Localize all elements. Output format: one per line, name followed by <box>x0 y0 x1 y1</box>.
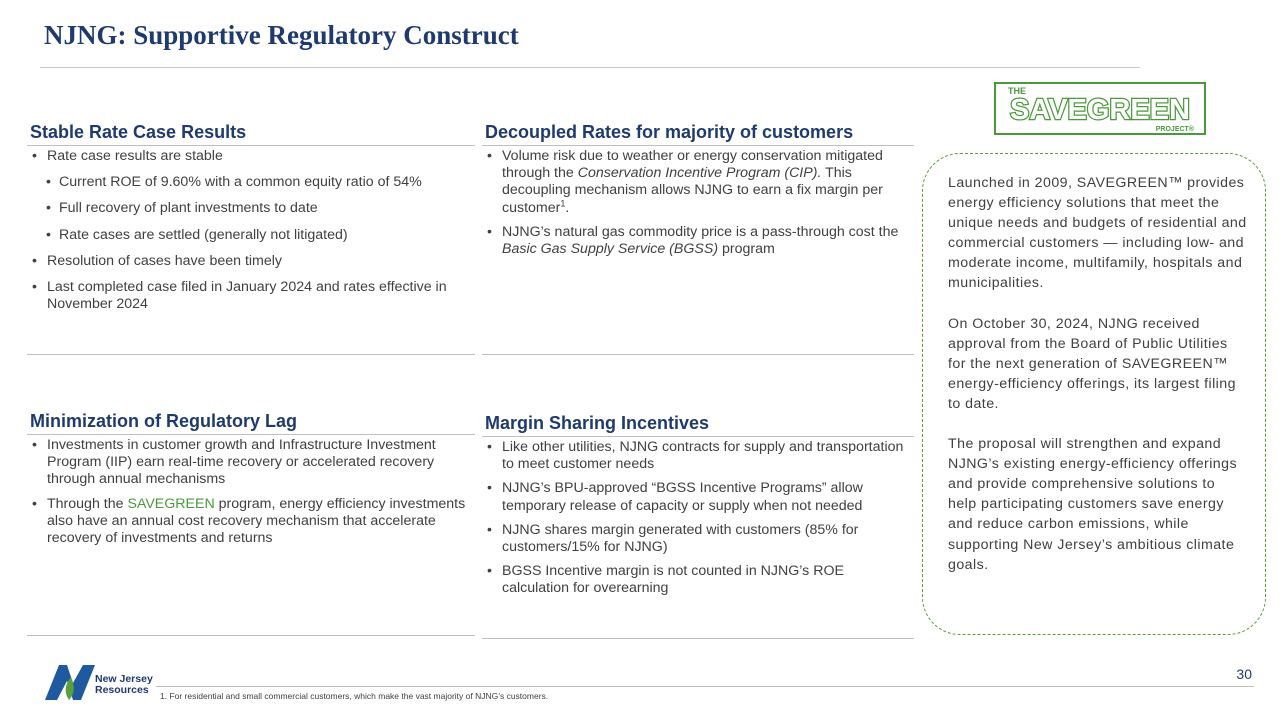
bullet-item <box>482 148 914 217</box>
footnote-marker: 1 <box>560 197 566 208</box>
new-jersey-resources-logo <box>43 663 97 701</box>
section-heading: Decoupled Rates for majority of customers <box>482 122 914 146</box>
bullet-list <box>482 148 914 258</box>
bullet-list <box>482 439 914 598</box>
company-name-line: Resources <box>95 684 149 696</box>
bullet-text: This decoupling mechanism allows NJNG to earn a fix margin per customer <box>502 165 883 216</box>
company-name <box>95 674 153 696</box>
page-number: 30 <box>1236 666 1252 682</box>
section-divider <box>482 638 914 639</box>
bullet-item: • Investments in customer growth and Infrastructure Investment Program (IIP) earn real-time recovery or accelerated recovery through annual mechanisms <box>27 437 475 489</box>
bullet-text: NJNG’s natural gas commodity price is a pass-through cost the <box>502 223 899 240</box>
bullet-text: program <box>718 241 775 258</box>
callout-paragraph: Launched in 2009, SAVEGREEN™ provides energy efficiency solutions that meet the unique needs and budgets of residential and commercial customers — including low- and moderate income, multifamily, hospitals and municipalities. <box>948 175 1247 292</box>
section-divider <box>27 354 475 355</box>
logo-project-text: PROJECT® <box>1155 126 1194 133</box>
bullet-text: program, energy efficiency investments also have an annual cost recovery mechanism that accelerate recovery of investments and returns <box>47 495 466 547</box>
bullet-item <box>27 496 475 548</box>
section-decoupled-rates <box>482 122 914 258</box>
bullet-item: • NJNG shares margin generated with customers (85% for customers/15% for NJNG) <box>482 522 914 556</box>
section-margin-sharing <box>482 413 914 598</box>
footer-divider <box>156 686 1254 687</box>
logo-savegreen-text: SAVEGREEN <box>1010 94 1190 126</box>
bullet-item <box>482 224 914 258</box>
bullet-text: . <box>565 199 570 216</box>
slide-title: NJNG: Supportive Regulatory Construct <box>44 20 519 50</box>
section-stable-rate-case <box>27 122 475 313</box>
bullet-item: • Like other utilities, NJNG contracts for supply and transportation to meet customer needs <box>482 439 914 473</box>
section-heading: Stable Rate Case Results <box>27 122 475 146</box>
bullet-list <box>27 437 475 547</box>
logo-the-text: THE <box>1008 86 1026 96</box>
savegreen-highlight: SAVEGREEN <box>127 495 215 512</box>
savegreen-description <box>948 173 1248 595</box>
callout-paragraph: The proposal will strengthen and expand NJNG’s existing energy-efficiency offerings and provide comprehensive solutions to help participating customers save energy and reduce carbon emissions, while supporting New Jersey’s ambitious climate goals. <box>948 436 1238 573</box>
section-regulatory-lag <box>27 411 475 547</box>
bullet-item: • Rate case results are stable <box>27 148 475 165</box>
section-divider <box>27 635 475 636</box>
company-name-line: New Jersey <box>95 673 153 685</box>
bullet-text: Volume risk due to weather or energy conservation mitigated through the <box>502 148 883 182</box>
savegreen-logo <box>994 82 1206 135</box>
bullet-text: Through the <box>47 495 128 512</box>
section-heading: Margin Sharing Incentives <box>482 413 914 437</box>
program-name: Basic Gas Supply Service (BGSS) <box>502 241 719 258</box>
sub-bullet-item: • Rate cases are settled (generally not litigated) <box>27 227 475 244</box>
bullet-item: • Last completed case filed in January 2024 and rates effective in November 2024 <box>27 279 475 313</box>
section-divider <box>482 354 914 355</box>
sub-bullet-item: • Full recovery of plant investments to date <box>27 200 475 217</box>
footnote: 1. For residential and small commercial customers, which make the vast majority of NJNG’s customers. <box>160 691 549 701</box>
program-name: Conservation Incentive Program (CIP). <box>577 165 822 182</box>
bullet-item: • Resolution of cases have been timely <box>27 253 475 270</box>
bullet-list <box>27 148 475 313</box>
sub-bullet-item: • Current ROE of 9.60% with a common equity ratio of 54% <box>27 174 475 191</box>
bullet-item: • BGSS Incentive margin is not counted in NJNG’s ROE calculation for overearning <box>482 563 914 597</box>
callout-paragraph: On October 30, 2024, NJNG received approval from the Board of Public Utilities for the next generation of SAVEGREEN™ energy-efficiency offerings, its largest filing to date. <box>948 315 1236 412</box>
bullet-item: • NJNG’s BPU-approved “BGSS Incentive Programs” allow temporary release of capacity or supply when not needed <box>482 480 914 514</box>
section-heading: Minimization of Regulatory Lag <box>27 411 475 435</box>
title-divider <box>40 67 1140 68</box>
